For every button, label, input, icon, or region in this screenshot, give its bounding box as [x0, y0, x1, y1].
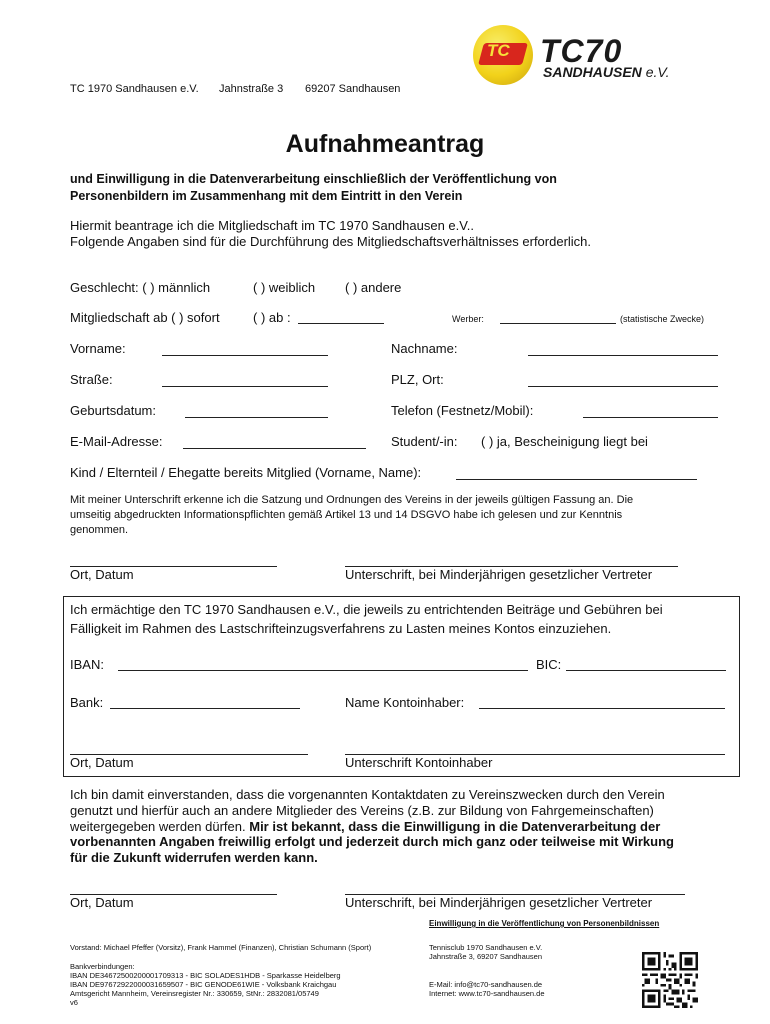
- signature-2-label: Unterschrift Kontoinhaber: [345, 755, 493, 770]
- telefon-label: Telefon (Festnetz/Mobil):: [391, 403, 534, 418]
- logo-main-text: TC70: [540, 33, 623, 69]
- statistics-note: (statistische Zwecke): [620, 314, 705, 324]
- intro-line-1: Hiermit beantrage ich die Mitgliedschaft im TC 1970 Sandhausen e.V..: [70, 218, 474, 233]
- address-city: 69207 Sandhausen: [305, 83, 401, 95]
- contact-line-4: vorbenannten Angaben freiwillig erfolgt und jederzeit durch mich ganz oder teilweise mit Wirkung: [70, 834, 674, 849]
- plz-ort-label: PLZ, Ort:: [391, 372, 444, 387]
- signature-1-label: Unterschrift, bei Minderjährigen gesetzlicher Vertreter: [345, 567, 653, 582]
- logo-sub-text: [543, 64, 670, 80]
- account-holder-field[interactable]: [479, 708, 725, 709]
- family-member-field[interactable]: [456, 479, 697, 480]
- membership-date-line[interactable]: [298, 323, 384, 324]
- iban-field[interactable]: [118, 670, 528, 671]
- family-member-label: Kind / Elternteil / Ehegatte bereits Mitglied (Vorname, Name):: [70, 465, 422, 480]
- gender-male-option[interactable]: Geschlecht: ( ) männlich: [70, 280, 211, 295]
- student-label: Student/-in:: [391, 434, 458, 449]
- consent-line-1: Mit meiner Unterschrift erkenne ich die Satzung und Ordnungen des Vereins in der jeweils gültigen Fassung an. Die: [70, 494, 634, 506]
- footer-bank-1: IBAN DE34672500200001709313 - BIC SOLADES1HDB - Sparkasse Heidelberg: [70, 971, 341, 980]
- contact-line-3: [70, 819, 660, 834]
- consent-line-2: umseitig abgedruckten Informationspflichten gemäß Artikel 13 und 14 DSGVO habe ich gelesen und zur Kenntnis: [70, 509, 623, 521]
- footer-web: Internet: www.tc70-sandhausen.de: [429, 989, 545, 998]
- geburtsdatum-field[interactable]: [185, 417, 328, 418]
- footer-board: Vorstand: Michael Pfeffer (Vorsitz), Frank Hammel (Finanzen), Christian Schumann (Sport): [70, 943, 372, 952]
- footer-street: Jahnstraße 3, 69207 Sandhausen: [429, 952, 543, 961]
- page-title: Aufnahmeantrag: [285, 130, 485, 158]
- werber-label: Werber:: [452, 314, 484, 324]
- email-field[interactable]: [183, 448, 366, 449]
- contact-line-5: für die Zukunft widerrufen werden kann.: [70, 850, 318, 865]
- contact-line-1: Ich bin damit einverstanden, dass die vorgenannten Kontaktdaten zu Vereinszwecken durch den Verein: [70, 787, 665, 802]
- bank-label: Bank:: [70, 695, 104, 710]
- signature-1-date-label: Ort, Datum: [70, 567, 134, 582]
- iban-label: IBAN:: [70, 657, 104, 672]
- footer-bank-2: IBAN DE97672922000031659507 - BIC GENODE61WIE - Volksbank Kraichgau: [70, 980, 337, 989]
- account-holder-label: Name Kontoinhaber:: [345, 695, 465, 710]
- gender-other-option[interactable]: ( ) andere: [345, 280, 402, 295]
- bic-field[interactable]: [566, 670, 726, 671]
- logo-city: SANDHAUSEN: [543, 64, 642, 80]
- intro-line-2: Folgende Angaben sind für die Durchführung des Mitgliedschaftsverhältnisses erforderlich.: [70, 234, 592, 249]
- plz-ort-field[interactable]: [528, 386, 718, 387]
- signature-3-date-label: Ort, Datum: [70, 895, 134, 910]
- signature-3-label: Unterschrift, bei Minderjährigen gesetzlicher Vertreter: [345, 895, 653, 910]
- strasse-label: Straße:: [70, 372, 113, 387]
- consent-line-3: genommen.: [70, 524, 129, 536]
- telefon-field[interactable]: [583, 417, 718, 418]
- bank-field[interactable]: [110, 708, 300, 709]
- membership-from-option[interactable]: ( ) ab :: [253, 310, 291, 325]
- subtitle-line-1: und Einwilligung in die Datenverarbeitung einschließlich der Veröffentlichung von: [70, 172, 557, 186]
- logo-ball-icon: [473, 25, 533, 85]
- footer-email: E-Mail: info@tc70-sandhausen.de: [429, 980, 543, 989]
- footer-club: Tennisclub 1970 Sandhausen e.V.: [429, 943, 543, 952]
- logo-ev: e.V.: [645, 64, 670, 80]
- address-street: Jahnstraße 3: [219, 83, 284, 95]
- geburtsdatum-label: Geburtsdatum:: [70, 403, 156, 418]
- email-label: E-Mail-Adresse:: [70, 434, 163, 449]
- nachname-label: Nachname:: [391, 341, 458, 356]
- footer-bank-heading: Bankverbindungen:: [70, 962, 135, 971]
- qr-code-icon: [642, 952, 698, 1008]
- contact-line-3b: Mir ist bekannt, dass die Einwilligung in die Datenverarbeitung der: [249, 819, 661, 834]
- werber-line[interactable]: [500, 323, 616, 324]
- gender-female-option[interactable]: ( ) weiblich: [253, 280, 316, 295]
- subtitle-line-2: Personenbildern im Zusammenhang mit dem Eintritt in den Verein: [70, 189, 463, 203]
- contact-line-2: genutzt und hierfür auch an andere Mitglieder des Vereins (z.B. zur Bildung von Fahrgemeinschaften): [70, 803, 654, 818]
- address-club: TC 1970 Sandhausen e.V.: [70, 83, 199, 95]
- vorname-field[interactable]: [162, 355, 328, 356]
- membership-immediate-option[interactable]: Mitgliedschaft ab ( ) sofort: [70, 310, 220, 325]
- strasse-field[interactable]: [162, 386, 328, 387]
- signature-2-date-label: Ort, Datum: [70, 755, 134, 770]
- sepa-text-2: Fälligkeit im Rahmen des Lastschrifteinzugsverfahrens zu Lasten meines Kontos einzuziehen.: [70, 621, 612, 636]
- nachname-field[interactable]: [528, 355, 718, 356]
- student-option[interactable]: ( ) ja, Bescheinigung liegt bei: [481, 434, 648, 449]
- sepa-text-1: Ich ermächtige den TC 1970 Sandhausen e.V., die jeweils zu entrichtenden Beiträge und Gebühren bei: [70, 602, 663, 617]
- footer-version: v6: [70, 998, 78, 1007]
- photo-consent-link[interactable]: Einwilligung in die Veröffentlichung von Personenbildnissen: [429, 919, 660, 928]
- vorname-label: Vorname:: [70, 341, 126, 356]
- footer-court: Amtsgericht Mannheim, Vereinsregister Nr.: 330659, StNr.: 2832081/05749: [70, 989, 319, 998]
- logo-badge-text: TC: [487, 41, 510, 60]
- contact-line-3a: weitergegeben werden dürfen.: [70, 819, 250, 834]
- bic-label: BIC:: [536, 657, 562, 672]
